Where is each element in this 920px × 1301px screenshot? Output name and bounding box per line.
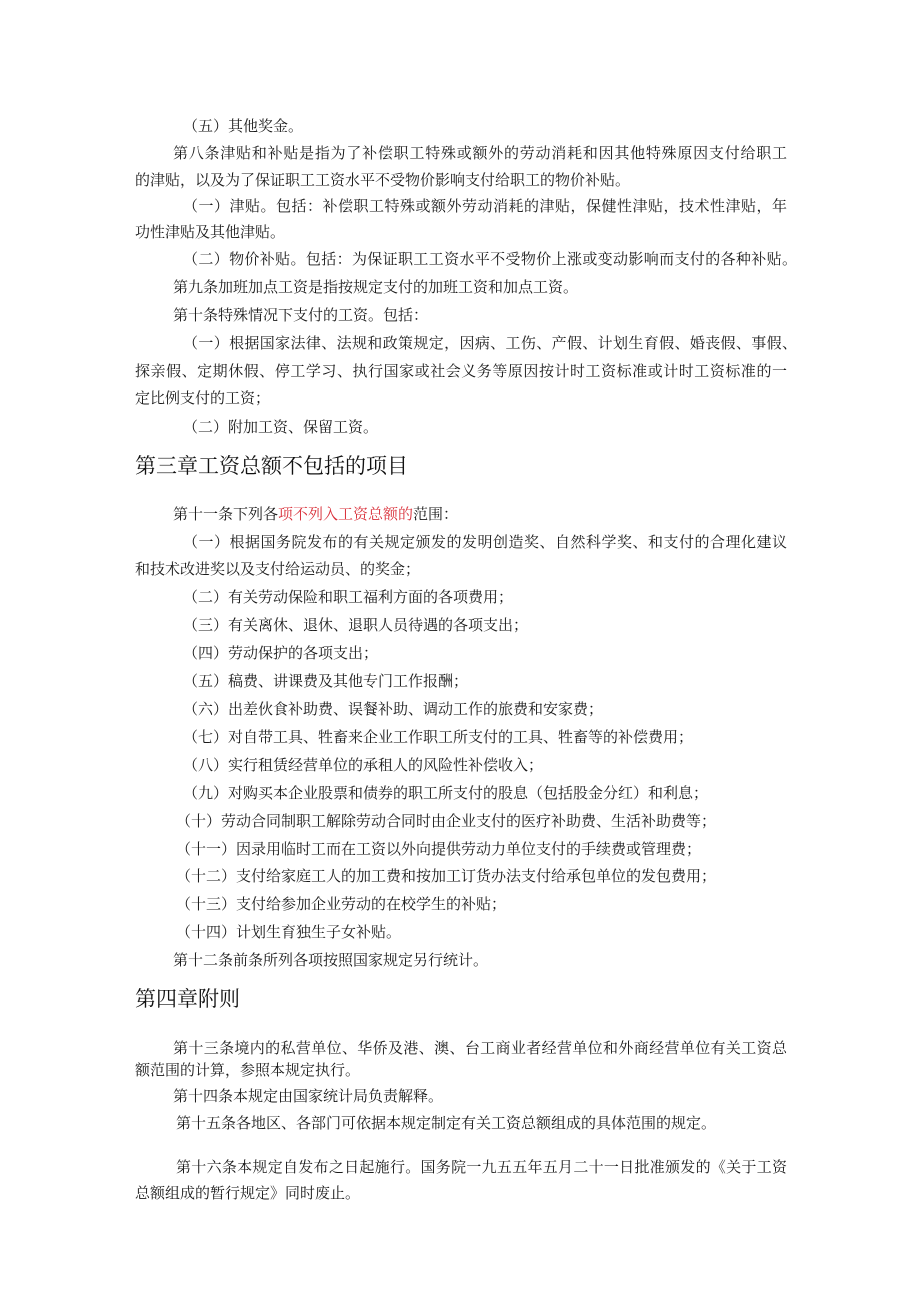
article-11-suffix: 范围： (413, 505, 459, 523)
article-11-item-4: （四）劳动保护的各项支出； (183, 644, 379, 662)
article-11-item-2: （二）有关劳动保险和职工福利方面的各项费用； (183, 588, 514, 606)
article-11-item-10: （十）劳动合同制职工解除劳动合同时由企业支付的医疗补助费、生活补助费等； (176, 812, 717, 830)
chapter-4-heading: 第四章附则 (135, 987, 240, 1011)
article-11-item-3: （三）有关离休、退休、退职人员待遇的各项支出； (183, 616, 529, 634)
article-13-line-1: 第十三条境内的私营单位、华侨及港、澳、台工商业者经营单位和外商经营单位有关工资总 (173, 1039, 787, 1057)
article-12: 第十二条前条所列各项按照国家规定另行统计。 (173, 951, 489, 969)
article-11-item-6: （六）出差伙食补助费、误餐补助、调动工作的旅费和安家费； (183, 700, 604, 718)
article-16-line-1: 第十六条本规定自发布之日起施行。国务院一九五五年五月二十一日批准颁发的《关于工资 (176, 1158, 787, 1176)
article-11 (173, 504, 458, 524)
article-11-item-5: （五）稿费、讲课费及其他专门工作报酬； (183, 672, 469, 690)
article-11-item-7: （七）对自带工具、牲畜来企业工作职工所支付的工具、牲畜等的补偿费用； (183, 728, 694, 746)
article-11-item-14: （十四）计划生育独生子女补贴。 (176, 923, 402, 941)
article-11-item-9: （九）对购买本企业股票和债券的职工所支付的股息（包括股金分红）和利息； (183, 784, 709, 802)
article-8-line-1: 第八条津贴和补贴是指为了补偿职工特殊或额外的劳动消耗和因其他特殊原因支付给职工 (173, 144, 787, 162)
article-10-item-1-line-2: 探亲假、定期休假、停工学习、执行国家或社会义务等原因按计时工资标准或计时工资标准的一 (135, 362, 787, 380)
article-11-item-12: （十二）支付给家庭工人的加工费和按加工订货办法支付给承包单位的发包费用； (176, 867, 717, 885)
article-11-item-11: （十一）因录用临时工而在工资以外向提供劳动力单位支付的手续费或管理费； (176, 840, 702, 858)
article-10-item-1-line-1: （一）根据国家法律、法规和政策规定，因病、工伤、产假、计划生育假、婚丧假、事假、 (183, 334, 797, 352)
article-11-highlight: 项不列入工资总额的 (278, 505, 414, 523)
article-11-item-1-line-2: 和技术改进奖以及支付给运动员、的奖金； (135, 560, 421, 578)
article-9: 第九条加班加点工资是指按规定支付的加班工资和加点工资。 (173, 278, 579, 296)
article-10: 第十条特殊情况下支付的工资。包括： (173, 306, 429, 324)
article-11-prefix: 第十一条下列各 (173, 505, 279, 523)
article-11-item-8: （八）实行租赁经营单位的承租人的风险性补偿收入； (183, 756, 544, 774)
article-8-line-2: 的津贴，以及为了保证职工工资水平不受物价影响支付给职工的物价补贴。 (135, 171, 631, 189)
article-16-line-2: 总额组成的暂行规定》同时废止。 (135, 1184, 361, 1202)
allowance-line-1: （一）津贴。包括：补偿职工特殊或额外劳动消耗的津贴，保健性津贴，技术性津贴，年 (183, 197, 787, 215)
article-15: 第十五条各地区、各部门可依据本规定制定有关工资总额组成的具体范围的规定。 (176, 1114, 717, 1132)
article-14: 第十四条本规定由国家统计局负责解释。 (173, 1087, 444, 1105)
paragraph-other-bonus: （五）其他奖金。 (183, 117, 304, 135)
article-10-item-2: （二）附加工资、保留工资。 (183, 418, 379, 436)
article-11-item-13: （十三）支付给参加企业劳动的在校学生的补贴； (176, 895, 507, 913)
article-10-item-1-line-3: 定比例支付的工资； (135, 389, 271, 407)
allowance-line-2: 功性津贴及其他津贴。 (135, 223, 286, 241)
article-11-item-1-line-1: （一）根据国务院发布的有关规定颁发的发明创造奖、自然科学奖、和支付的合理化建议 (183, 533, 787, 551)
price-subsidy-line: （二）物价补贴。包括：为保证职工工资水平不受物价上涨或变动影响而支付的各种补贴。 (183, 250, 797, 268)
article-13-line-2: 额范围的计算，参照本规定执行。 (135, 1061, 361, 1079)
chapter-3-heading: 第三章工资总额不包括的项目 (135, 454, 408, 478)
